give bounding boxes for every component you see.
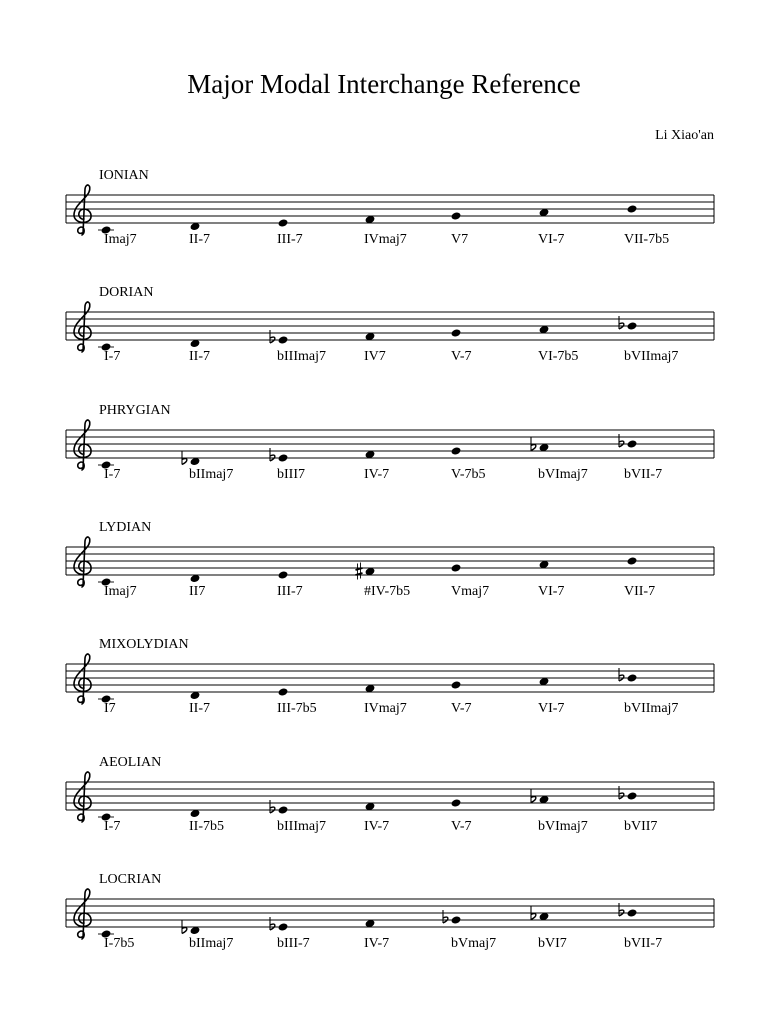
chord-symbol: bIIImaj7 [277, 349, 326, 365]
chord-symbol: bVII-7 [624, 935, 663, 951]
chord-symbol: V7 [451, 232, 469, 247]
treble-clef-icon [74, 889, 91, 939]
chord-symbol: bIIImaj7 [277, 818, 326, 834]
mode-system-phrygian [0, 403, 768, 513]
chord-symbol: IV-7 [364, 818, 390, 834]
chord-symbol: VII-7b5 [624, 232, 670, 247]
chord-symbol: VI-7b5 [538, 349, 579, 365]
mode-name: AEOLIAN [99, 754, 162, 770]
note-head [278, 218, 289, 227]
note-head [627, 674, 638, 683]
chord-symbol: VI-7 [538, 232, 565, 247]
mode-system-dorian [0, 285, 768, 395]
treble-clef-icon [74, 185, 91, 235]
mode-system-ionian [0, 168, 768, 278]
chord-symbol: II-7 [189, 349, 210, 365]
chord-symbol: VI-7 [538, 583, 565, 599]
note-head [451, 915, 462, 924]
chord-symbol: V-7 [451, 818, 472, 834]
note-head [627, 556, 638, 565]
mode-system-aeolian [0, 755, 768, 865]
chord-symbol: IV-7 [364, 935, 390, 951]
note-head [451, 211, 462, 220]
flat-sign-icon [619, 434, 624, 447]
chord-symbol: bVImaj7 [538, 818, 588, 834]
flat-sign-icon [270, 917, 275, 930]
note-head [278, 336, 289, 345]
chord-symbol: IVmaj7 [364, 701, 407, 717]
chord-symbol: bVImaj7 [538, 466, 588, 482]
chord-symbol: V-7 [451, 701, 472, 717]
note-head [451, 681, 462, 690]
chord-symbol: V-7b5 [451, 466, 486, 482]
note-head [278, 453, 289, 462]
chord-symbol: Vmaj7 [451, 583, 490, 599]
chord-symbol: bVIImaj7 [624, 701, 679, 717]
chord-symbol: bVIImaj7 [624, 349, 679, 365]
flat-sign-icon [270, 448, 275, 461]
chord-symbol: IV7 [364, 349, 386, 365]
chord-symbol: II-7 [189, 701, 210, 717]
chord-symbol: III-7b5 [277, 701, 317, 717]
treble-clef-icon [74, 772, 91, 822]
chord-symbol: III-7 [277, 232, 303, 247]
sharp-sign-icon [356, 562, 363, 579]
flat-sign-icon [270, 330, 275, 343]
chord-symbol: bVII-7 [624, 466, 663, 482]
chord-symbol: bIImaj7 [189, 935, 234, 951]
flat-sign-icon [619, 316, 624, 329]
treble-clef-icon [74, 537, 91, 587]
flat-sign-icon [619, 786, 624, 799]
mode-system-locrian [0, 872, 768, 982]
mode-name: LYDIAN [99, 519, 152, 535]
note-head [627, 439, 638, 448]
note-head [627, 204, 638, 213]
note-head [278, 922, 289, 931]
chord-symbol: I-7b5 [104, 935, 135, 951]
treble-clef-icon [74, 302, 91, 352]
chord-symbol: I-7 [104, 466, 121, 482]
composer-name: Li Xiao'an [655, 128, 714, 143]
chord-symbol: I-7 [104, 818, 121, 834]
chord-symbol: I-7 [104, 349, 121, 365]
mode-name: IONIAN [99, 168, 149, 183]
chord-symbol: Imaj7 [104, 232, 137, 247]
chord-symbol: IVmaj7 [364, 232, 407, 247]
chord-symbol: bVII7 [624, 818, 658, 834]
chord-symbol: III-7 [277, 583, 303, 599]
chord-symbol: V-7 [451, 349, 472, 365]
treble-clef-icon [74, 654, 91, 704]
flat-sign-icon [619, 668, 624, 681]
treble-clef-icon [74, 420, 91, 470]
chord-symbol: IV-7 [364, 466, 390, 482]
page-title: Major Modal Interchange Reference [187, 69, 581, 99]
chord-symbol: #IV-7b5 [364, 583, 411, 599]
chord-symbol: bVmaj7 [451, 935, 497, 951]
mode-system-lydian [0, 520, 768, 630]
note-head [451, 563, 462, 572]
mode-name: MIXOLYDIAN [99, 637, 189, 653]
flat-sign-icon [619, 903, 624, 916]
chord-symbol: VII-7 [624, 583, 656, 599]
mode-name: DORIAN [99, 285, 154, 301]
note-head [627, 322, 638, 331]
flat-sign-icon [270, 800, 275, 813]
chord-symbol: II-7 [189, 232, 210, 247]
chord-symbol: bIII-7 [277, 935, 310, 951]
mode-system-mixolydian [0, 637, 768, 747]
note-head [451, 446, 462, 455]
chord-symbol: Imaj7 [104, 583, 137, 599]
chord-symbol: bIII7 [277, 466, 305, 482]
chord-symbol: bIImaj7 [189, 466, 234, 482]
flat-sign-icon [443, 910, 448, 923]
note-head [451, 798, 462, 807]
note-head [278, 570, 289, 579]
mode-name: PHRYGIAN [99, 402, 171, 418]
note-head [451, 329, 462, 338]
mode-name: LOCRIAN [99, 871, 162, 887]
chord-symbol: I7 [104, 701, 116, 717]
note-head [278, 688, 289, 697]
note-head [627, 791, 638, 800]
chord-symbol: II7 [189, 583, 206, 599]
note-head [627, 908, 638, 917]
note-head [278, 805, 289, 814]
chord-symbol: bVI7 [538, 935, 567, 951]
chord-symbol: VI-7 [538, 701, 565, 717]
chord-symbol: II-7b5 [189, 818, 224, 834]
